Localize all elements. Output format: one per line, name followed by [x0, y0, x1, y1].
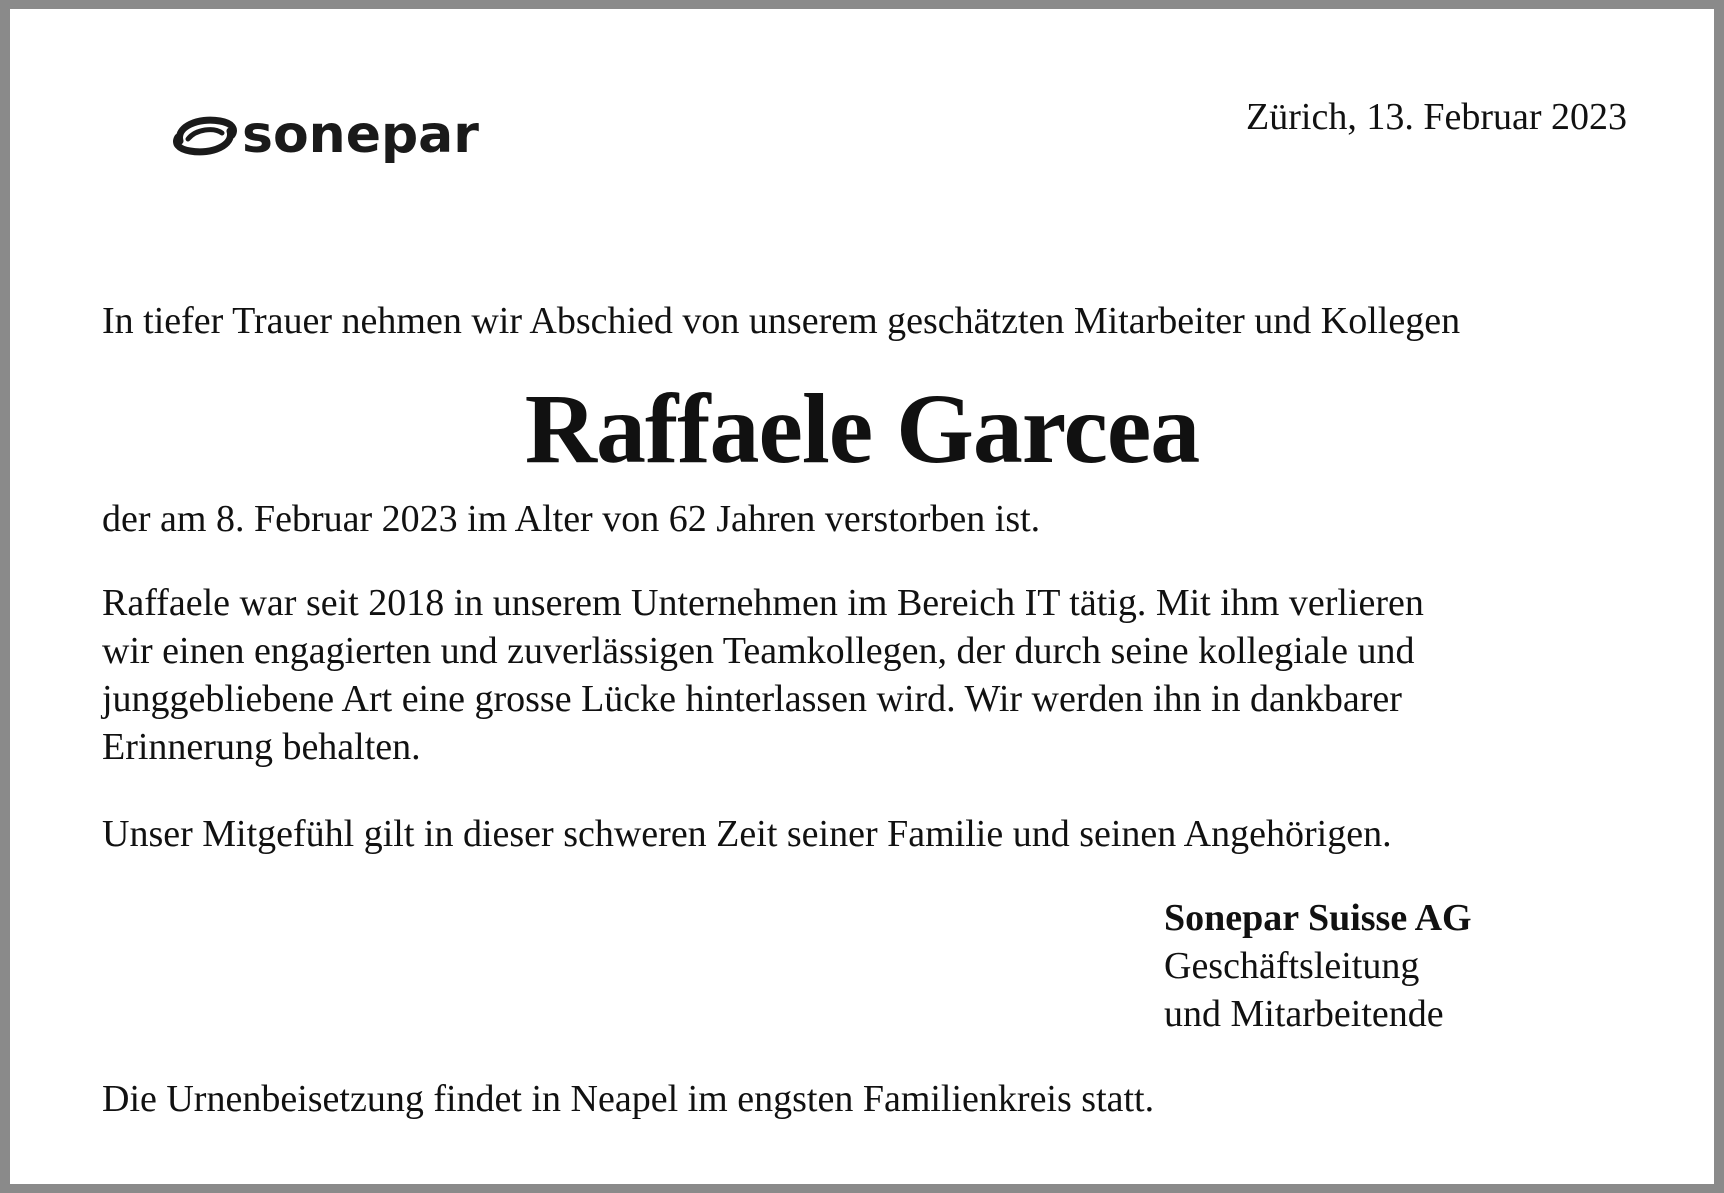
- bio-paragraph: [102, 579, 1582, 771]
- sympathy-text: Unser Mitgefühl gilt in dieser schweren Zeit seiner Familie und seinen Angehörigen.: [102, 813, 1392, 855]
- signature-line: und Mitarbeitende: [1164, 993, 1444, 1035]
- bio-line: Raffaele war seit 2018 in unserem Unternehmen im Bereich IT tätig. Mit ihm verlieren: [102, 582, 1424, 624]
- place-date: Zürich, 13. Februar 2023: [1246, 96, 1627, 138]
- bio-line: wir einen engagierten und zuverlässigen Teamkollegen, der durch seine kollegiale und: [102, 630, 1415, 672]
- signature-block: [1164, 894, 1472, 1038]
- signature-company: Sonepar Suisse AG: [1164, 897, 1472, 939]
- signature-line: Geschäftsleitung: [1164, 945, 1420, 987]
- sonepar-logo: [170, 105, 500, 169]
- funeral-note: Die Urnenbeisetzung findet in Neapel im engsten Familienkreis statt.: [102, 1078, 1155, 1120]
- logo-wordmark: sonepar: [242, 105, 479, 165]
- intro-text: In tiefer Trauer nehmen wir Abschied von unserem geschätzten Mitarbeiter und Kollegen: [102, 300, 1461, 342]
- death-line: der am 8. Februar 2023 im Alter von 62 Jahren verstorben ist.: [102, 498, 1041, 540]
- bio-line: Erinnerung behalten.: [102, 726, 421, 768]
- deceased-name: Raffaele Garcea: [524, 373, 1200, 484]
- bio-line: junggebliebene Art eine grosse Lücke hinterlassen wird. Wir werden ihn in dankbarer: [102, 678, 1402, 720]
- sonepar-swirl-logo-icon: [170, 109, 240, 161]
